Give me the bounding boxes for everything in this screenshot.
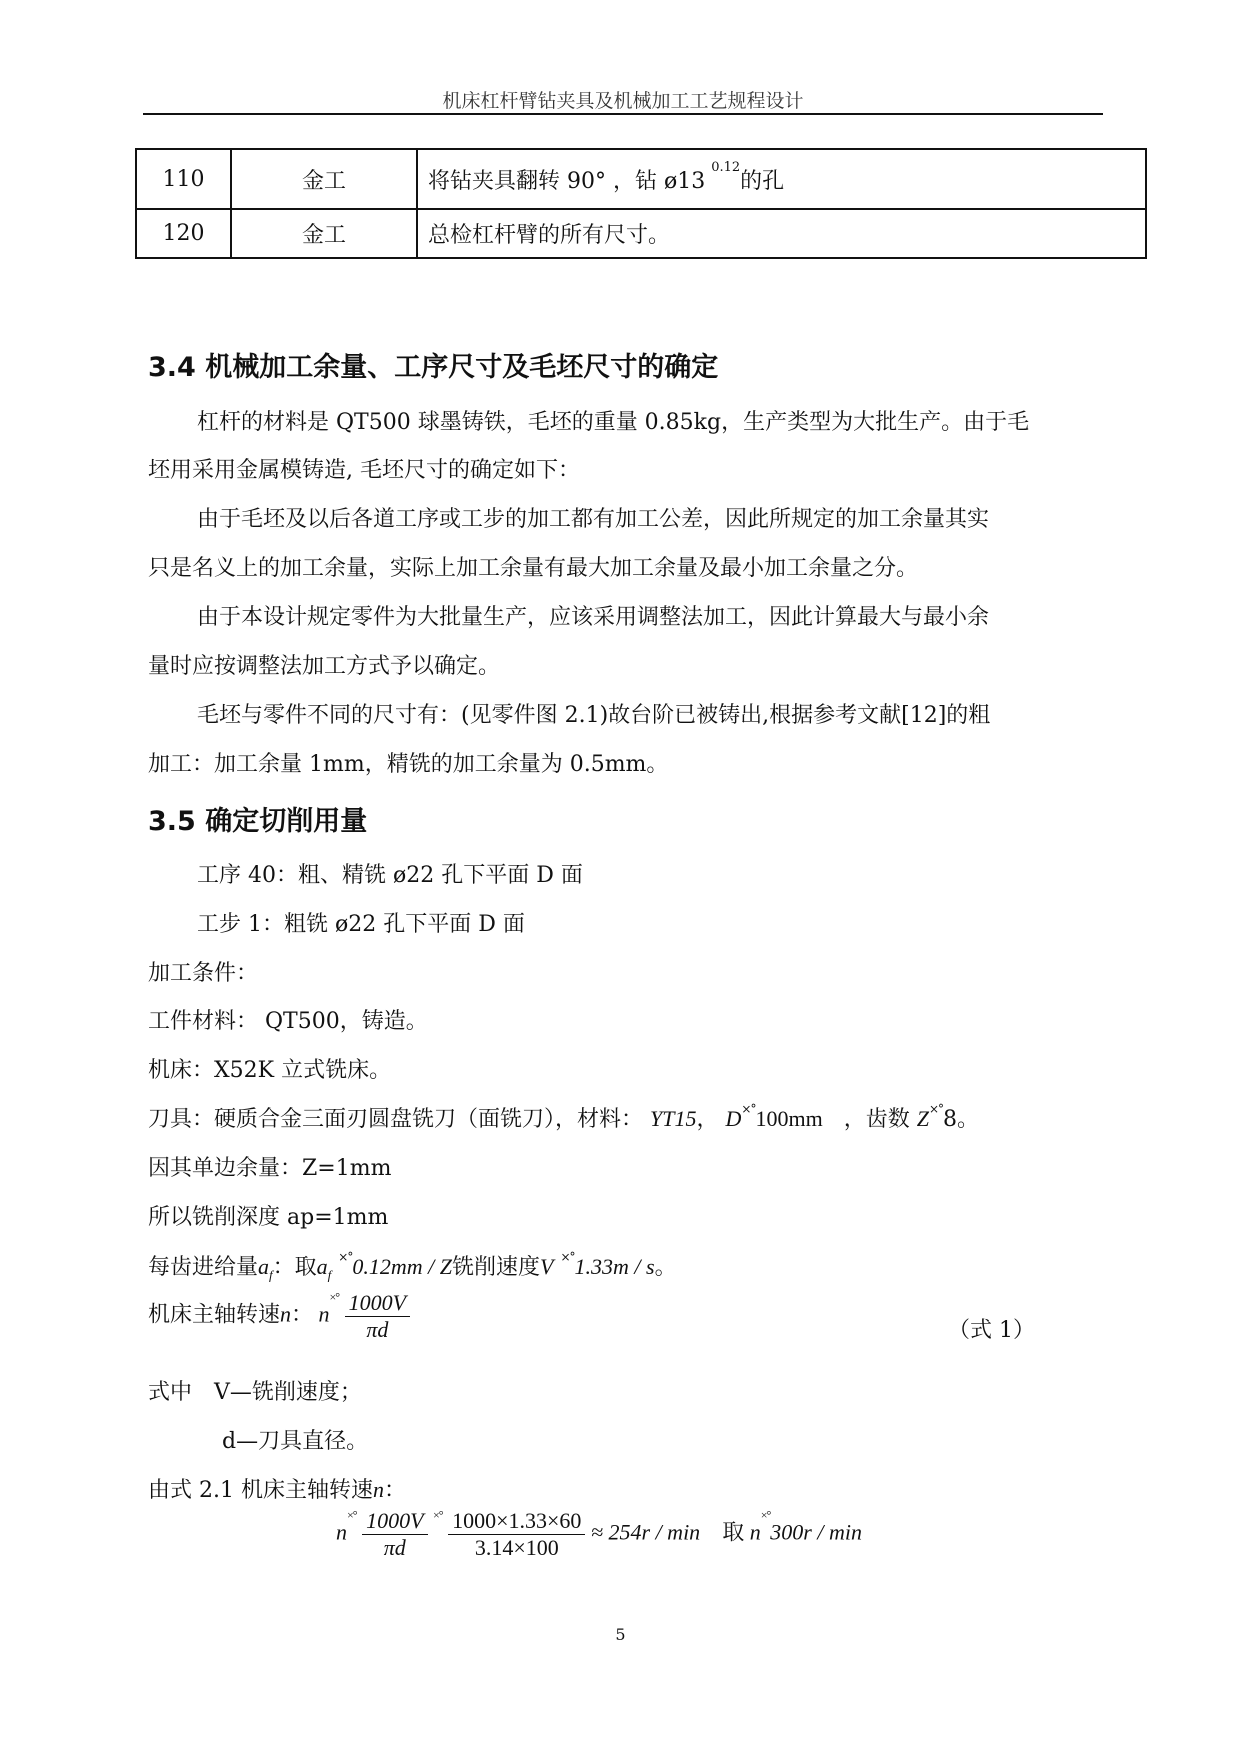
feed-sub: f [269,1267,273,1283]
spindle-var: n [280,1301,292,1327]
numerator: 1000×1.33×60 [448,1508,585,1535]
machine-line: 机床：X52K 立式铣床。 [148,1058,392,1083]
step-description-text: 将钻夹具翻转 90° ，钻 ø13 [428,168,706,194]
colon: ： [291,1301,314,1327]
tolerance: 0.12 [711,159,741,175]
feed-var: a [258,1254,270,1279]
diameter-var: D [725,1106,742,1131]
comma: ， [696,1107,719,1132]
feed-take: ：取 [272,1255,317,1280]
header-rule [143,113,1103,115]
teeth-label: ，齿数 [843,1107,910,1132]
by-eq-var: n [372,1477,384,1502]
material-line: 工件材料： QT500，铸造。 [148,1009,428,1034]
spindle-var: n [318,1301,330,1327]
paragraph-line: 杠杆的材料是 QT500 球墨铸铁，毛坯的重量 0.85kg，生产类型为大批生产。由于毛 [197,410,1030,435]
section-heading-3-5: 3.5 确定切削用量 [148,806,368,837]
denominator: πd [383,1535,406,1560]
fraction-2 [448,1508,585,1561]
page-number: 5 [615,1625,626,1644]
calc-var: n [336,1519,347,1545]
period: 。 [654,1255,677,1280]
speed-var: V [539,1254,554,1279]
take-var: n [749,1519,761,1545]
feed-var: a [316,1254,328,1279]
eq-mark: ×° [928,1102,944,1116]
feed-prefix: 每齿进给量 [148,1255,259,1280]
spindle-prefix: 机床主轴转速 [148,1302,281,1328]
table-row [136,209,1146,258]
speed-value: 1.33m / s [574,1254,655,1279]
feed-sub: f [327,1267,332,1283]
paragraph-line: 量时应按调整法加工方式予以确定。 [148,654,501,679]
feed-value: 0.12mm / Z [352,1254,452,1279]
numerator: 1000V [345,1290,410,1317]
diameter-value: 100mm [755,1106,823,1131]
eq-mark: ×° [760,1508,771,1522]
eq-mark: ×° [338,1250,353,1264]
fraction [345,1290,410,1343]
tool-material: YT15 [650,1106,697,1131]
teeth-value: 8 [943,1107,958,1132]
period: 。 [957,1107,980,1132]
paragraph-line: 加工：加工余量 1mm，精铣的加工余量为 0.5mm。 [148,752,669,777]
take-label: 取 [722,1520,745,1546]
teeth-var: Z [916,1106,929,1131]
denominator: 3.14×100 [474,1535,559,1560]
step-description: 总检杠杆臂的所有尺寸。 [417,209,1146,258]
speed-label: 铣削速度 [451,1255,540,1280]
feed-line [148,1250,677,1283]
operation-line: 工序 40：粗、精铣 ø22 孔下平面 D 面 [197,863,583,888]
spindle-formula [148,1290,410,1343]
colon: ： [383,1478,406,1503]
denominator: πd [366,1317,389,1342]
equation-label: （式 1） [948,1318,1035,1343]
running-header: 机床杠杆臂钻夹具及机械加工工艺规程设计 [442,90,804,112]
eq-mark: ×° [560,1250,575,1264]
step-number: 110 [136,149,231,209]
tool-line [148,1102,979,1133]
conditions-label: 加工条件： [148,961,259,986]
step-type: 金工 [231,149,417,209]
take-value: 300r / min [770,1519,862,1545]
depth-line: 所以铣削深度 ap=1mm [148,1205,389,1230]
table-row [136,149,1146,209]
paragraph-line: 只是名义上的加工余量，实际上加工余量有最大加工余量及最小加工余量之分。 [148,556,919,581]
step-type: 金工 [231,209,417,258]
process-table [135,148,1147,259]
spindle-calculation [336,1508,862,1561]
by-eq-text: 由式 2.1 机床主轴转速 [148,1478,373,1503]
tool-prefix: 刀具：硬质合金三面刃圆盘铣刀（面铣刀），材料： [148,1107,644,1132]
numerator: 1000V [362,1508,427,1535]
step-description [417,149,1146,209]
fraction-1 [362,1508,427,1561]
paragraph-line: 由于毛坯及以后各道工序或工步的加工都有加工公差，因此所规定的加工余量其实 [197,507,990,532]
paragraph-line: 坯用采用金属模铸造, 毛坯尺寸的确定如下： [148,458,580,483]
where-line-2: d—刀具直径。 [222,1429,369,1454]
allowance-line: 因其单边余量：Z=1mm [148,1156,392,1181]
paragraph-line: 由于本设计规定零件为大批量生产，应该采用调整法加工，因此计算最大与最小余 [197,605,990,630]
step-description-tail: 的孔 [740,168,785,194]
paragraph-line: 毛坯与零件不同的尺寸有：(见零件图 2.1)故台阶已被铸出,根据参考文献[12]的粗 [197,703,991,728]
section-heading-3-4: 3.4 机械加工余量、工序尺寸及毛坯尺寸的确定 [148,352,719,383]
calc-result: ≈ 254r / min [590,1519,701,1545]
eq-mark: ×° [741,1102,756,1116]
step-line: 工步 1：粗铣 ø22 孔下平面 D 面 [197,912,525,937]
where-line: 式中 V—铣削速度； [148,1380,362,1405]
step-number: 120 [136,209,231,258]
eq-mark: ×° [347,1508,357,1522]
by-equation-line [148,1473,406,1504]
eq-mark: ×° [433,1508,443,1522]
eq-mark: ×° [329,1290,340,1304]
